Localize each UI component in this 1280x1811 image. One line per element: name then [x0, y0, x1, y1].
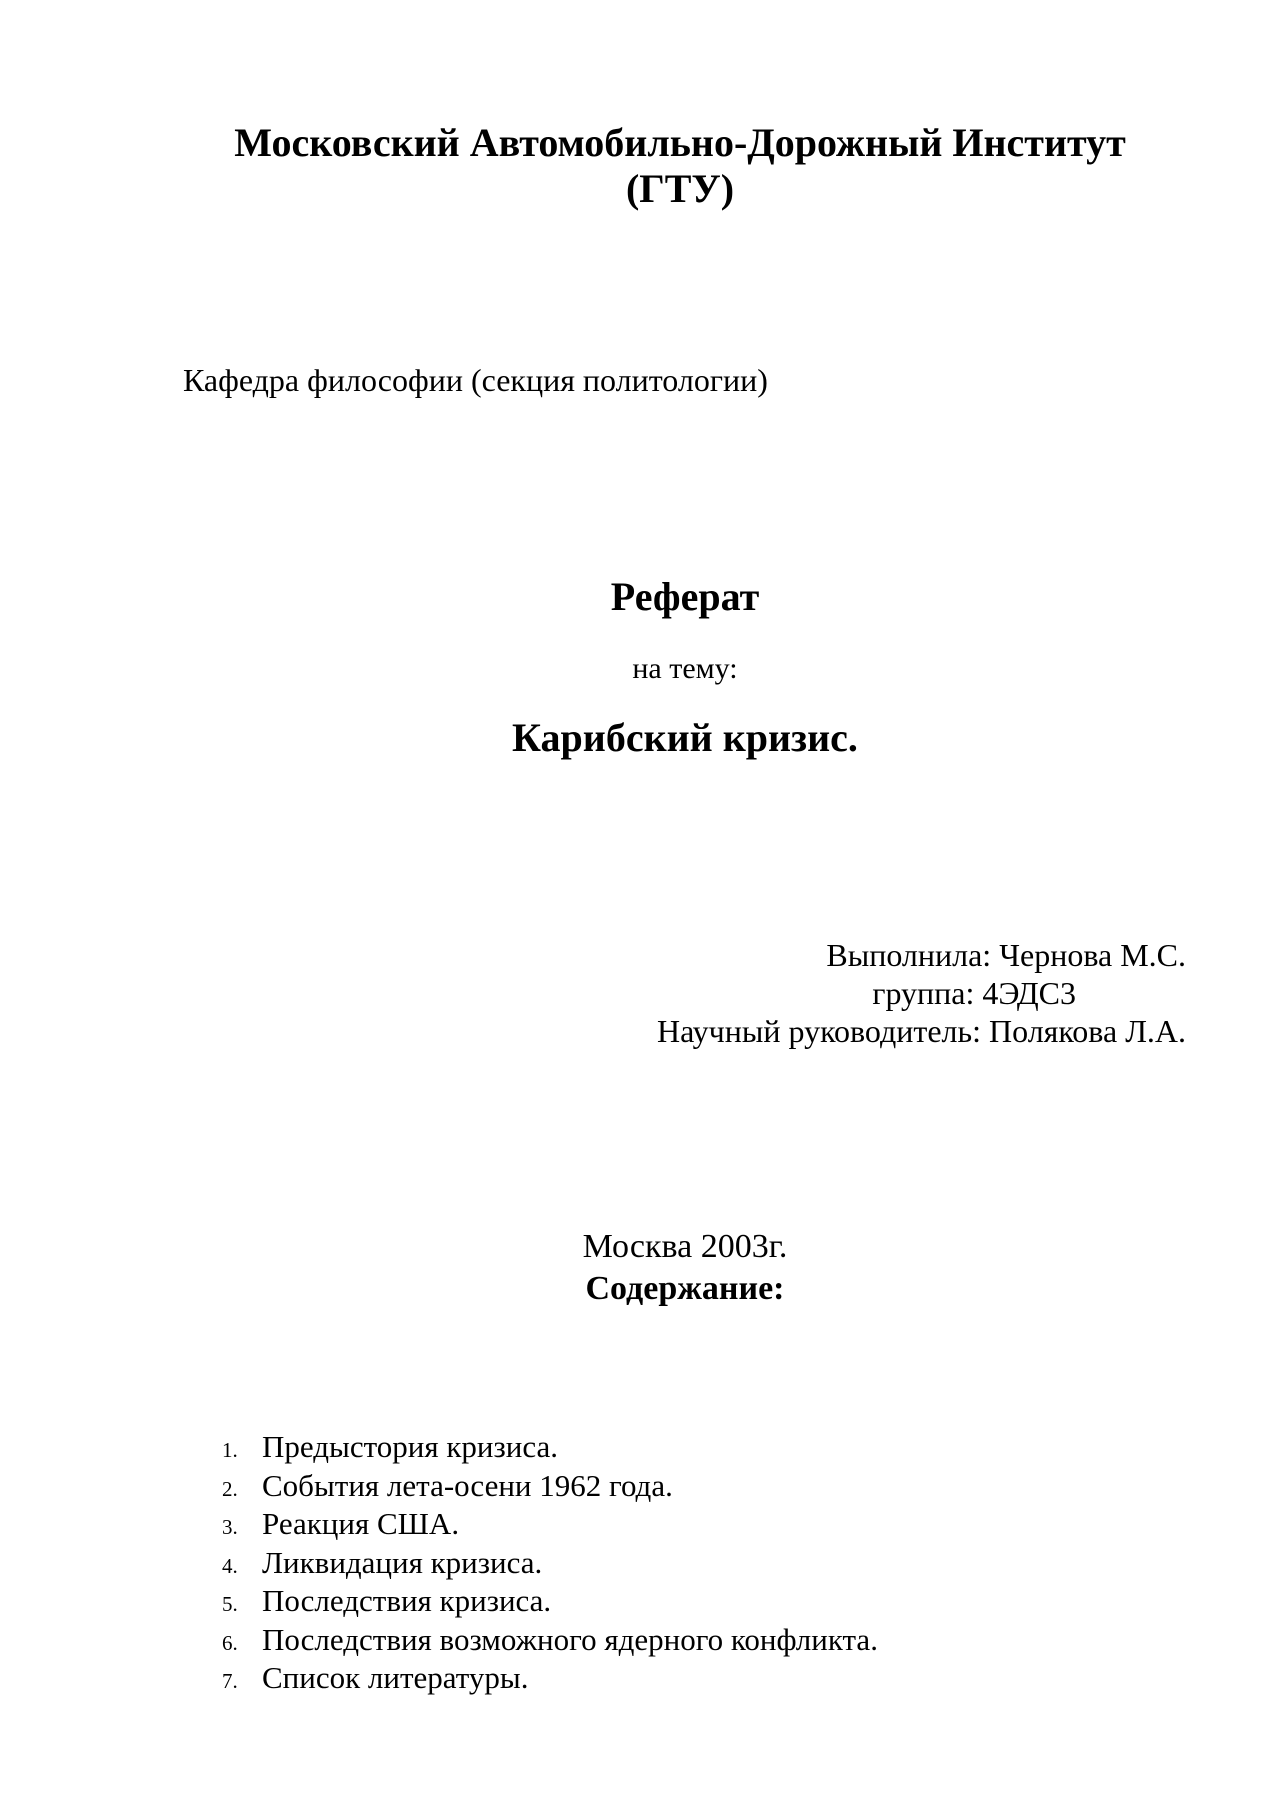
toc-item [222, 1428, 878, 1467]
toc-item-text: Последствия кризиса. [262, 1583, 552, 1618]
toc-item [222, 1467, 878, 1506]
toc-item-number: 6. [222, 1630, 238, 1655]
toc-item [222, 1582, 878, 1621]
department-name: Кафедра философии (секция политологии) [183, 362, 768, 398]
institute-title-line-1: Московский Автомобильно-Дорожный Институт [234, 120, 1126, 165]
toc-item-text: Список литературы. [262, 1660, 529, 1695]
contents-heading: Содержание: [585, 1270, 785, 1307]
toc-item-text: Ликвидация кризиса. [262, 1544, 543, 1580]
toc-item-text: Последствия возможного ядерного конфликта. [262, 1621, 878, 1657]
supervisor-credit: Научный руководитель: Полякова Л.А. [656, 1013, 1186, 1049]
table-of-contents [222, 1428, 878, 1698]
document-topic: Карибский кризис. [512, 715, 858, 760]
group-credit: группа: 4ЭДС3 [872, 975, 1076, 1011]
city-year: Москва 2003г. [582, 1228, 788, 1265]
toc-item [222, 1505, 878, 1544]
toc-item-text: Предыстория кризиса. [262, 1429, 558, 1464]
author-credit: Выполнила: Чернова М.С. [826, 937, 1186, 973]
toc-item-text: Реакция США. [262, 1506, 460, 1541]
subject-prefix: на тему: [632, 652, 738, 685]
institute-title-line-2: (ГТУ) [625, 166, 735, 211]
toc-item-number: 3. [222, 1515, 238, 1539]
toc-item [222, 1659, 878, 1698]
toc-item-number: 1. [222, 1438, 238, 1462]
toc-item-number: 7. [222, 1669, 238, 1693]
document-type: Реферат [610, 574, 760, 619]
toc-item-number: 5. [222, 1592, 238, 1616]
toc-item-text: События лета-осени 1962 года. [262, 1467, 673, 1503]
toc-item [222, 1544, 878, 1583]
institute-title [180, 120, 1180, 212]
toc-item-number: 4. [222, 1553, 238, 1578]
toc-item-number: 2. [222, 1476, 238, 1501]
credits-block [657, 936, 1186, 1050]
toc-item [222, 1621, 878, 1660]
